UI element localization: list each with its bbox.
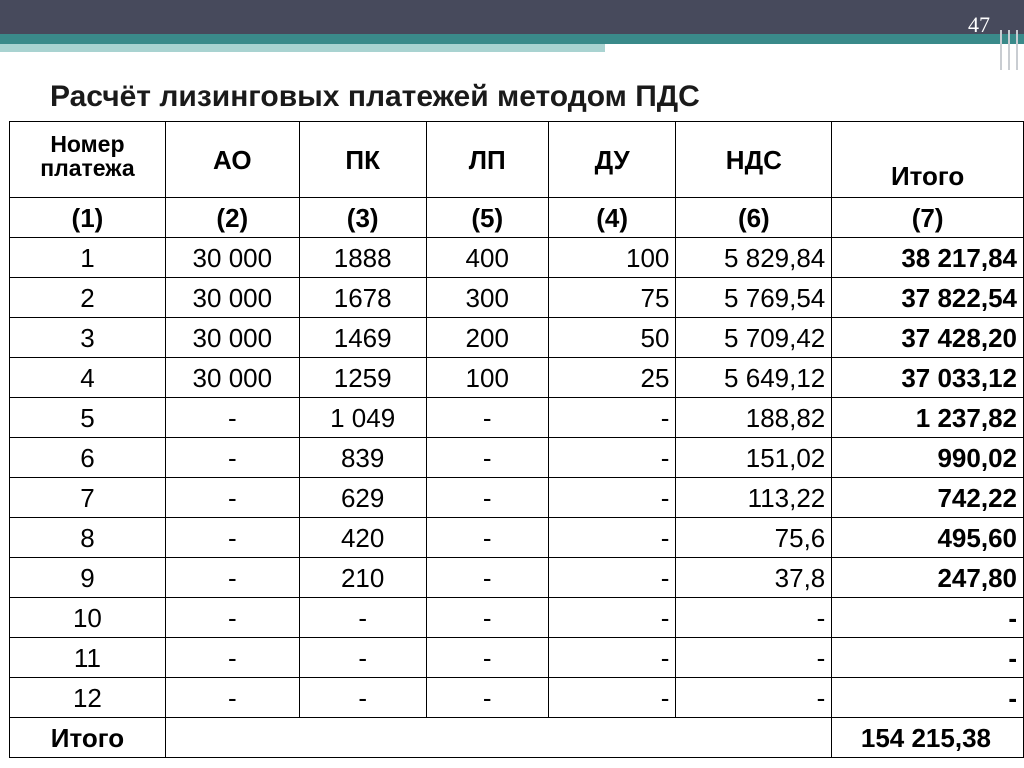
lp-cell: 100: [426, 358, 548, 398]
nds-cell: 113,22: [676, 478, 832, 518]
nds-cell: -: [676, 638, 832, 678]
leasing-payments-table: [9, 121, 1024, 758]
table-row: [10, 278, 1024, 318]
header-ao: АО: [165, 122, 299, 198]
pk-cell: 629: [299, 478, 426, 518]
du-cell: -: [548, 558, 676, 598]
slide-title: Расчёт лизинговых платежей методом ПДС: [50, 80, 700, 113]
header-du: ДУ: [548, 122, 676, 198]
table-row: [10, 318, 1024, 358]
lp-cell: 400: [426, 238, 548, 278]
slide-light-stripe: [0, 44, 605, 52]
payment-number-cell: 7: [10, 478, 166, 518]
grand-total: 154 215,38: [832, 718, 1024, 758]
du-cell: -: [548, 678, 676, 718]
nds-cell: 37,8: [676, 558, 832, 598]
ao-cell: -: [165, 438, 299, 478]
table-header-row: [10, 122, 1024, 198]
payment-number-cell: 8: [10, 518, 166, 558]
footer-empty-cell: [165, 718, 831, 758]
lp-cell: -: [426, 558, 548, 598]
column-number: (7): [832, 198, 1024, 238]
total-cell: 37 822,54: [832, 278, 1024, 318]
column-number: (4): [548, 198, 676, 238]
ao-cell: -: [165, 678, 299, 718]
payment-number-cell: 11: [10, 638, 166, 678]
nds-cell: -: [676, 598, 832, 638]
nds-cell: 75,6: [676, 518, 832, 558]
lp-cell: 300: [426, 278, 548, 318]
pk-cell: 1 049: [299, 398, 426, 438]
payment-number-cell: 10: [10, 598, 166, 638]
footer-label: Итого: [10, 718, 166, 758]
table-row: [10, 638, 1024, 678]
total-cell: 1 237,82: [832, 398, 1024, 438]
table-footer-row: [10, 718, 1024, 758]
lp-cell: -: [426, 678, 548, 718]
nds-cell: -: [676, 678, 832, 718]
payment-number-cell: 2: [10, 278, 166, 318]
du-cell: -: [548, 598, 676, 638]
total-cell: 742,22: [832, 478, 1024, 518]
ao-cell: -: [165, 518, 299, 558]
slide-page-number: 47: [968, 12, 990, 37]
du-cell: -: [548, 398, 676, 438]
total-cell: 37 033,12: [832, 358, 1024, 398]
lp-cell: -: [426, 598, 548, 638]
lp-cell: 200: [426, 318, 548, 358]
nds-cell: 5 709,42: [676, 318, 832, 358]
slide-accent-stripe: [0, 34, 1024, 44]
column-number: (6): [676, 198, 832, 238]
ao-cell: -: [165, 478, 299, 518]
du-cell: 50: [548, 318, 676, 358]
du-cell: -: [548, 438, 676, 478]
header-pk: ПК: [299, 122, 426, 198]
pk-cell: 1888: [299, 238, 426, 278]
nds-cell: 5 769,54: [676, 278, 832, 318]
total-cell: 247,80: [832, 558, 1024, 598]
pk-cell: 210: [299, 558, 426, 598]
payment-number-cell: 4: [10, 358, 166, 398]
ao-cell: -: [165, 598, 299, 638]
ao-cell: -: [165, 398, 299, 438]
pk-cell: -: [299, 598, 426, 638]
lp-cell: -: [426, 518, 548, 558]
du-cell: -: [548, 478, 676, 518]
payment-number-cell: 9: [10, 558, 166, 598]
header-nds: НДС: [676, 122, 832, 198]
column-number: (5): [426, 198, 548, 238]
total-cell: 495,60: [832, 518, 1024, 558]
table-row: [10, 518, 1024, 558]
pk-cell: 1259: [299, 358, 426, 398]
ao-cell: 30 000: [165, 358, 299, 398]
payment-number-cell: 6: [10, 438, 166, 478]
pk-cell: 1469: [299, 318, 426, 358]
pk-cell: -: [299, 638, 426, 678]
total-cell: -: [832, 678, 1024, 718]
payment-number-cell: 3: [10, 318, 166, 358]
du-cell: -: [548, 638, 676, 678]
table-row: [10, 678, 1024, 718]
total-cell: 990,02: [832, 438, 1024, 478]
nds-cell: 5 649,12: [676, 358, 832, 398]
column-number: (1): [10, 198, 166, 238]
payment-number-cell: 5: [10, 398, 166, 438]
du-cell: 100: [548, 238, 676, 278]
table-row: [10, 398, 1024, 438]
ao-cell: -: [165, 638, 299, 678]
header-payment-number: Номер платежа: [10, 122, 166, 198]
total-cell: 37 428,20: [832, 318, 1024, 358]
lp-cell: -: [426, 478, 548, 518]
du-cell: 25: [548, 358, 676, 398]
payment-number-cell: 12: [10, 678, 166, 718]
lp-cell: -: [426, 638, 548, 678]
column-number: (3): [299, 198, 426, 238]
pk-cell: 420: [299, 518, 426, 558]
payment-number-cell: 1: [10, 238, 166, 278]
pk-cell: 1678: [299, 278, 426, 318]
ao-cell: 30 000: [165, 318, 299, 358]
ao-cell: -: [165, 558, 299, 598]
table-body: [10, 238, 1024, 718]
ao-cell: 30 000: [165, 238, 299, 278]
pk-cell: -: [299, 678, 426, 718]
nds-cell: 5 829,84: [676, 238, 832, 278]
total-cell: 38 217,84: [832, 238, 1024, 278]
total-cell: -: [832, 598, 1024, 638]
column-number: (2): [165, 198, 299, 238]
du-cell: 75: [548, 278, 676, 318]
table-row: [10, 238, 1024, 278]
ao-cell: 30 000: [165, 278, 299, 318]
table-row: [10, 478, 1024, 518]
lp-cell: -: [426, 438, 548, 478]
nds-cell: 188,82: [676, 398, 832, 438]
total-cell: -: [832, 638, 1024, 678]
slide-corner-decoration: [994, 30, 1024, 70]
table-row: [10, 558, 1024, 598]
nds-cell: 151,02: [676, 438, 832, 478]
lp-cell: -: [426, 398, 548, 438]
du-cell: -: [548, 518, 676, 558]
header-total: Итого: [832, 122, 1024, 198]
header-lp: ЛП: [426, 122, 548, 198]
table-row: [10, 438, 1024, 478]
slide-top-bar: [0, 0, 1024, 34]
column-number-row: [10, 198, 1024, 238]
pk-cell: 839: [299, 438, 426, 478]
table-row: [10, 358, 1024, 398]
table-row: [10, 598, 1024, 638]
